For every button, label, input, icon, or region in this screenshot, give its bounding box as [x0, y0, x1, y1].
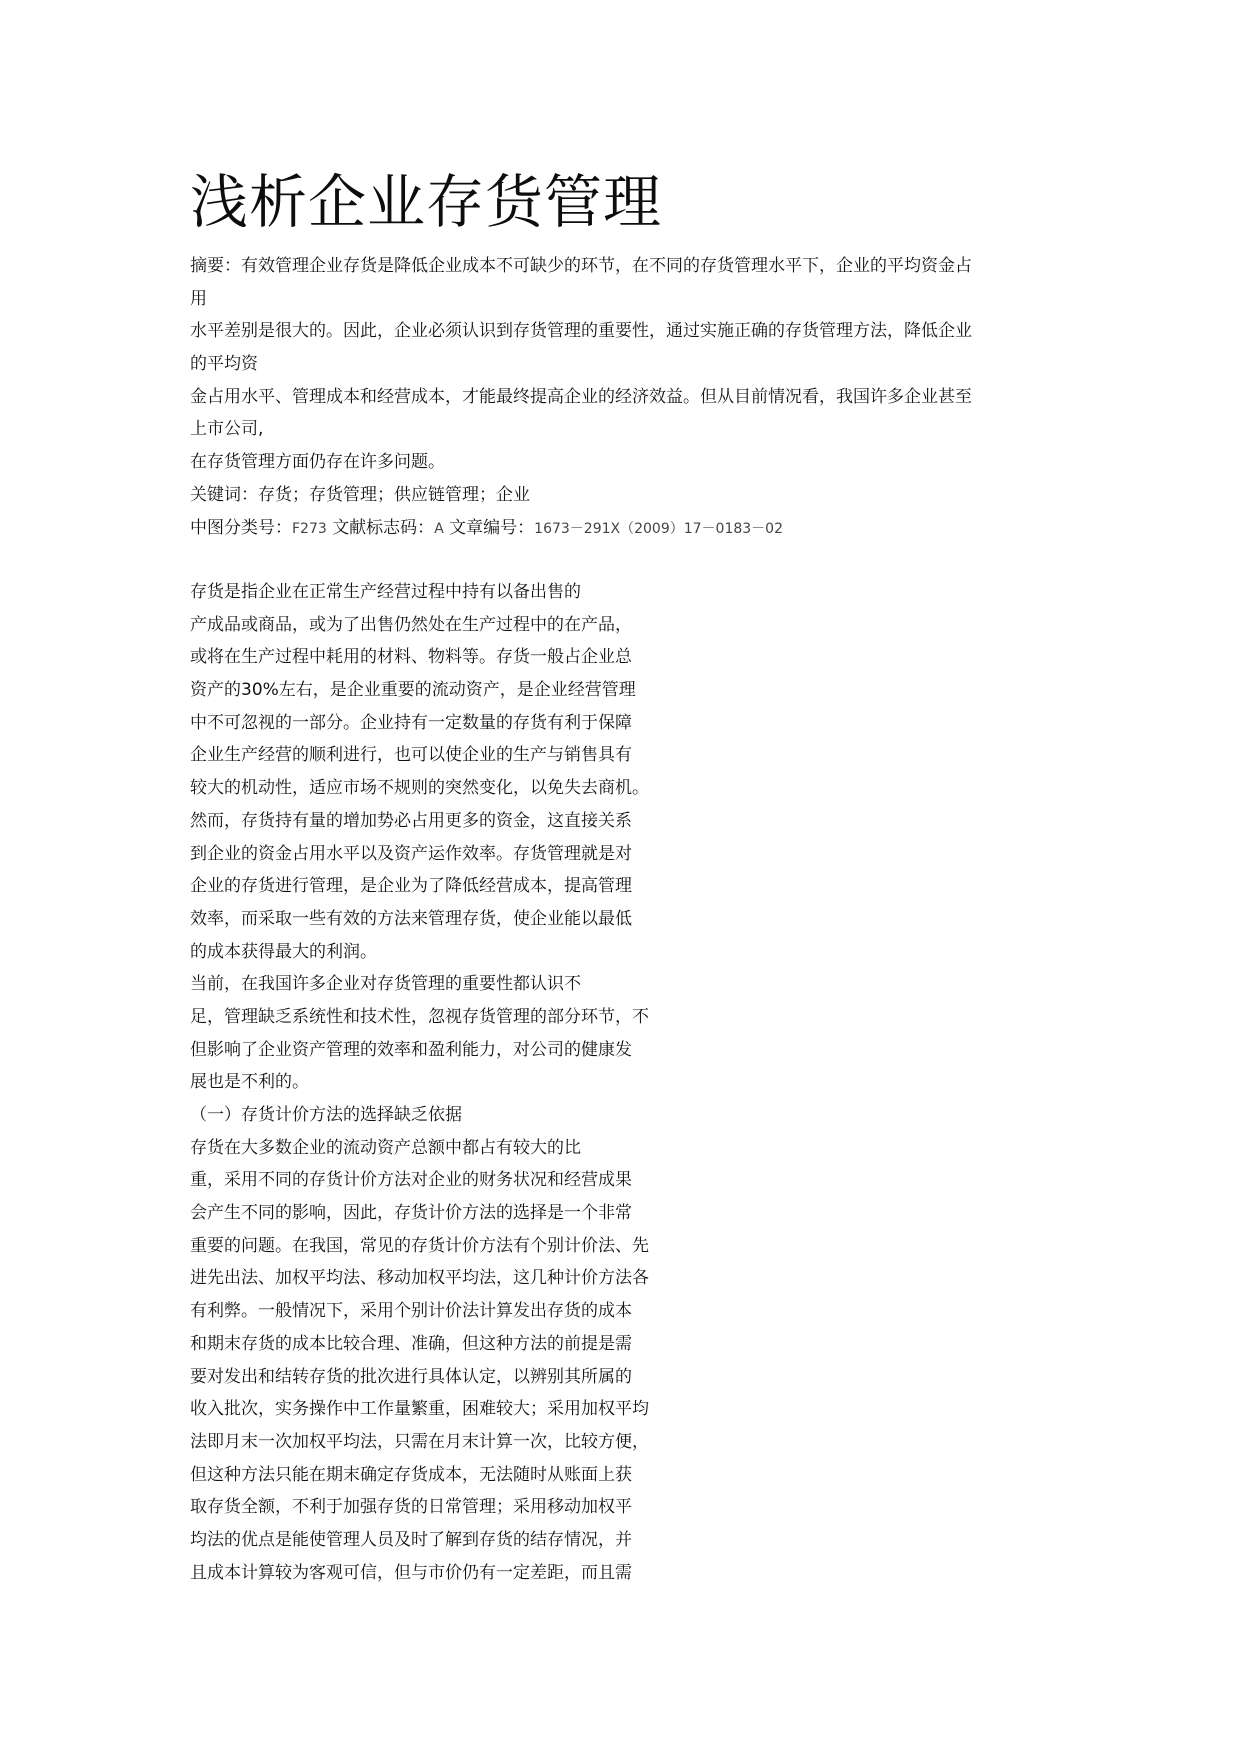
- clc-label: 中图分类号：: [190, 517, 292, 538]
- body-line: 然而，存货持有量的增加势必占用更多的资金，这直接关系: [190, 810, 632, 831]
- body-line: 产成品或商品，或为了出售仍然处在生产过程中的在产品，: [190, 614, 632, 635]
- doc-id-label: 文献标志码：: [332, 517, 435, 538]
- abstract-line: 在存货管理方面仍存在许多问题。: [190, 452, 445, 473]
- body-line: 或将在生产过程中耗用的材料、物料等。存货一般占企业总: [190, 647, 632, 668]
- body-line: 到企业的资金占用水平以及资产运作效率。存货管理就是对: [190, 843, 632, 864]
- section-heading: （一）存货计价方法的选择缺乏依据: [190, 1105, 462, 1125]
- body-line: 重要的问题。在我国，常见的存货计价方法有个别计价法、先: [190, 1235, 649, 1256]
- body-line: 有利弊。一般情况下，采用个别计价法计算发出存货的成本: [190, 1301, 632, 1322]
- body-line: 中不可忽视的一部分。企业持有一定数量的存货有利于保障: [190, 712, 632, 733]
- body-line: 效率，而采取一些有效的方法来管理存货，使企业能以最低: [190, 908, 632, 929]
- abstract-line: 的平均资: [190, 354, 258, 375]
- abstract-section: [190, 250, 1070, 544]
- body-line: 重，采用不同的存货计价方法对企业的财务状况和经营成果: [190, 1170, 632, 1191]
- body-section: [190, 576, 710, 1589]
- abstract-line: 摘要：有效管理企业存货是降低企业成本不可缺少的环节，在不同的存货管理水平下，企业的平均资金占: [190, 256, 972, 276]
- body-line: 的成本获得最大的利润。: [190, 941, 377, 962]
- abstract-line: 水平差别是很大的。因此，企业必须认识到存货管理的重要性，通过实施正确的存货管理方法，降低企业: [190, 321, 972, 342]
- body-line: 会产生不同的影响，因此，存货计价方法的选择是一个非常: [190, 1203, 632, 1224]
- article-no-label: 文章编号：: [449, 517, 535, 538]
- body-line: 足，管理缺乏系统性和技术性，忽视存货管理的部分环节，不: [190, 1006, 649, 1027]
- body-line: 企业的存货进行管理，是企业为了降低经营成本，提高管理: [190, 876, 632, 897]
- classification-line: [190, 512, 1070, 545]
- body-line: 但这种方法只能在期末确定存货成本，无法随时从账面上获: [190, 1464, 632, 1485]
- body-line: 展也是不利的。: [190, 1072, 309, 1093]
- clc-value: F273: [292, 520, 327, 537]
- body-line: 和期末存货的成本比较合理、准确，但这种方法的前提是需: [190, 1333, 632, 1354]
- article-no-value: 1673－291X（2009）17－0183－02: [534, 520, 783, 537]
- abstract-line: 用: [190, 288, 207, 309]
- body-line: 企业生产经营的顺利进行，也可以使企业的生产与销售具有: [190, 745, 632, 766]
- body-line: 但影响了企业资产管理的效率和盈利能力，对公司的健康发: [190, 1039, 632, 1060]
- body-line: 较大的机动性，适应市场不规则的突然变化，以免失去商机。: [190, 778, 649, 799]
- abstract-line: 金占用水平、管理成本和经营成本，才能最终提高企业的经济效益。但从目前情况看，我国许多企业甚至: [190, 386, 972, 407]
- body-line: 要对发出和结转存货的批次进行具体认定，以辨别其所属的: [190, 1366, 632, 1387]
- body-line: 均法的优点是能使管理人员及时了解到存货的结存情况，并: [190, 1529, 632, 1550]
- body-line: 当前，在我国许多企业对存货管理的重要性都认识不: [190, 974, 581, 995]
- body-line: 法即月末一次加权平均法，只需在月末计算一次，比较方便，: [190, 1431, 649, 1452]
- body-line: 存货在大多数企业的流动资产总额中都占有较大的比: [190, 1137, 581, 1158]
- body-line: 取存货全额，不利于加强存货的日常管理；采用移动加权平: [190, 1497, 632, 1518]
- body-line: 存货是指企业在正常生产经营过程中持有以备出售的: [190, 582, 581, 602]
- body-line: 且成本计算较为客观可信，但与市价仍有一定差距，而且需: [190, 1562, 632, 1583]
- abstract-line: 上市公司,: [190, 419, 264, 440]
- document-title: 浅析企业存货管理: [190, 168, 663, 236]
- body-line: 进先出法、加权平均法、移动加权平均法，这几种计价方法各: [190, 1268, 649, 1289]
- body-line: 资产的30%左右，是企业重要的流动资产，是企业经营管理: [190, 680, 636, 701]
- doc-id-value: A: [434, 520, 444, 537]
- keywords-line: 关键词：存货；存货管理；供应链管理；企业: [190, 484, 530, 505]
- body-line: 收入批次，实务操作中工作量繁重，困难较大；采用加权平均: [190, 1399, 649, 1420]
